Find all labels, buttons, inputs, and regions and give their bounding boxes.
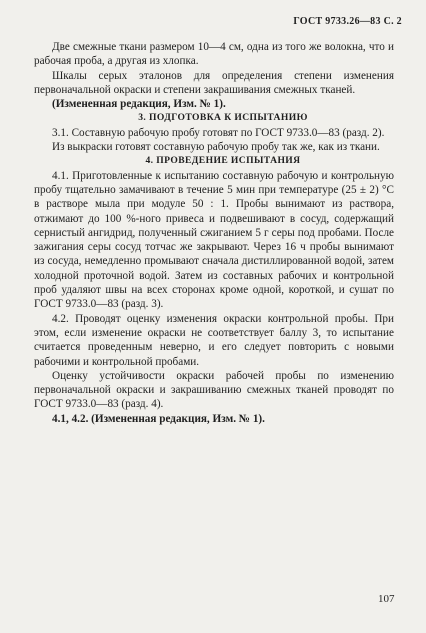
section-4-paragraph-2: 4.2. Проводят оценку изменения окраски контрольной пробы. При этом, если изменение окраски не соответствует баллу 3, то испытание считается проведенным неверно, и его следует повторить с новыми рабочими и контрольной пробами. (34, 312, 394, 368)
intro-amendment-note: (Измененная редакция, Изм. № 1). (52, 98, 226, 111)
section-4-paragraph-1: 4.1. Приготовленные к испытанию составную рабочую и контрольную пробу тщательно замачивают в течение 5 мин при температуре (25 ± 2) °С в растворе мыла при модуле 50 : 1. Пробы вынимают из раствора, отжимают до 100 %-ного привеса и подвешивают в сосуд, содержащий сернистый ангидрид, полученный сжиганием 5 г серы под пробами. После зажигания серы сосуд тотчас же закрывают. Через 16 ч пробы вынимают из сосуда, немедленно промывают сначала дистиллированной водой, затем холодной проточной водой. Затем из составных рабочих и контрольной проб удаляют швы на всех сторонах кроме одной, короткой, и сушат по ГОСТ 9733.0—83 (разд. 3). (34, 169, 394, 311)
intro-paragraph-1: Две смежные ткани размером 10—4 см, одна из того же волокна, что и рабочая проба, а другая из хлопка. (34, 41, 394, 68)
intro-paragraph-2: Шкалы серых эталонов для определения степени изменения первоначальной окраски и степени закрашивания смежных тканей. (34, 69, 394, 96)
section-4-amendment-note: 4.1, 4.2. (Измененная редакция, Изм. № 1). (52, 412, 265, 425)
section-3-title: 3. ПОДГОТОВКА К ИСПЫТАНИЮ (138, 112, 308, 124)
section-4-paragraph-3: Оценку устойчивости окраски рабочей пробы по изменению первоначальной окраски и закрашиванию смежных тканей проводят по ГОСТ 9733.0—83 (разд. 4). (34, 369, 394, 411)
section-3-paragraph-2: Из выкраски готовят составную рабочую пробу так же, как из ткани. (52, 141, 380, 154)
section-3-paragraph-1: 3.1. Составную рабочую пробу готовят по ГОСТ 9733.0—83 (разд. 2). (52, 126, 385, 139)
page-header: ГОСТ 9733.26—83 С. 2 (293, 16, 402, 27)
page-content (34, 40, 394, 426)
page-number: 107 (378, 593, 395, 605)
section-4-title: 4. ПРОВЕДЕНИЕ ИСПЫТАНИЯ (145, 155, 301, 167)
